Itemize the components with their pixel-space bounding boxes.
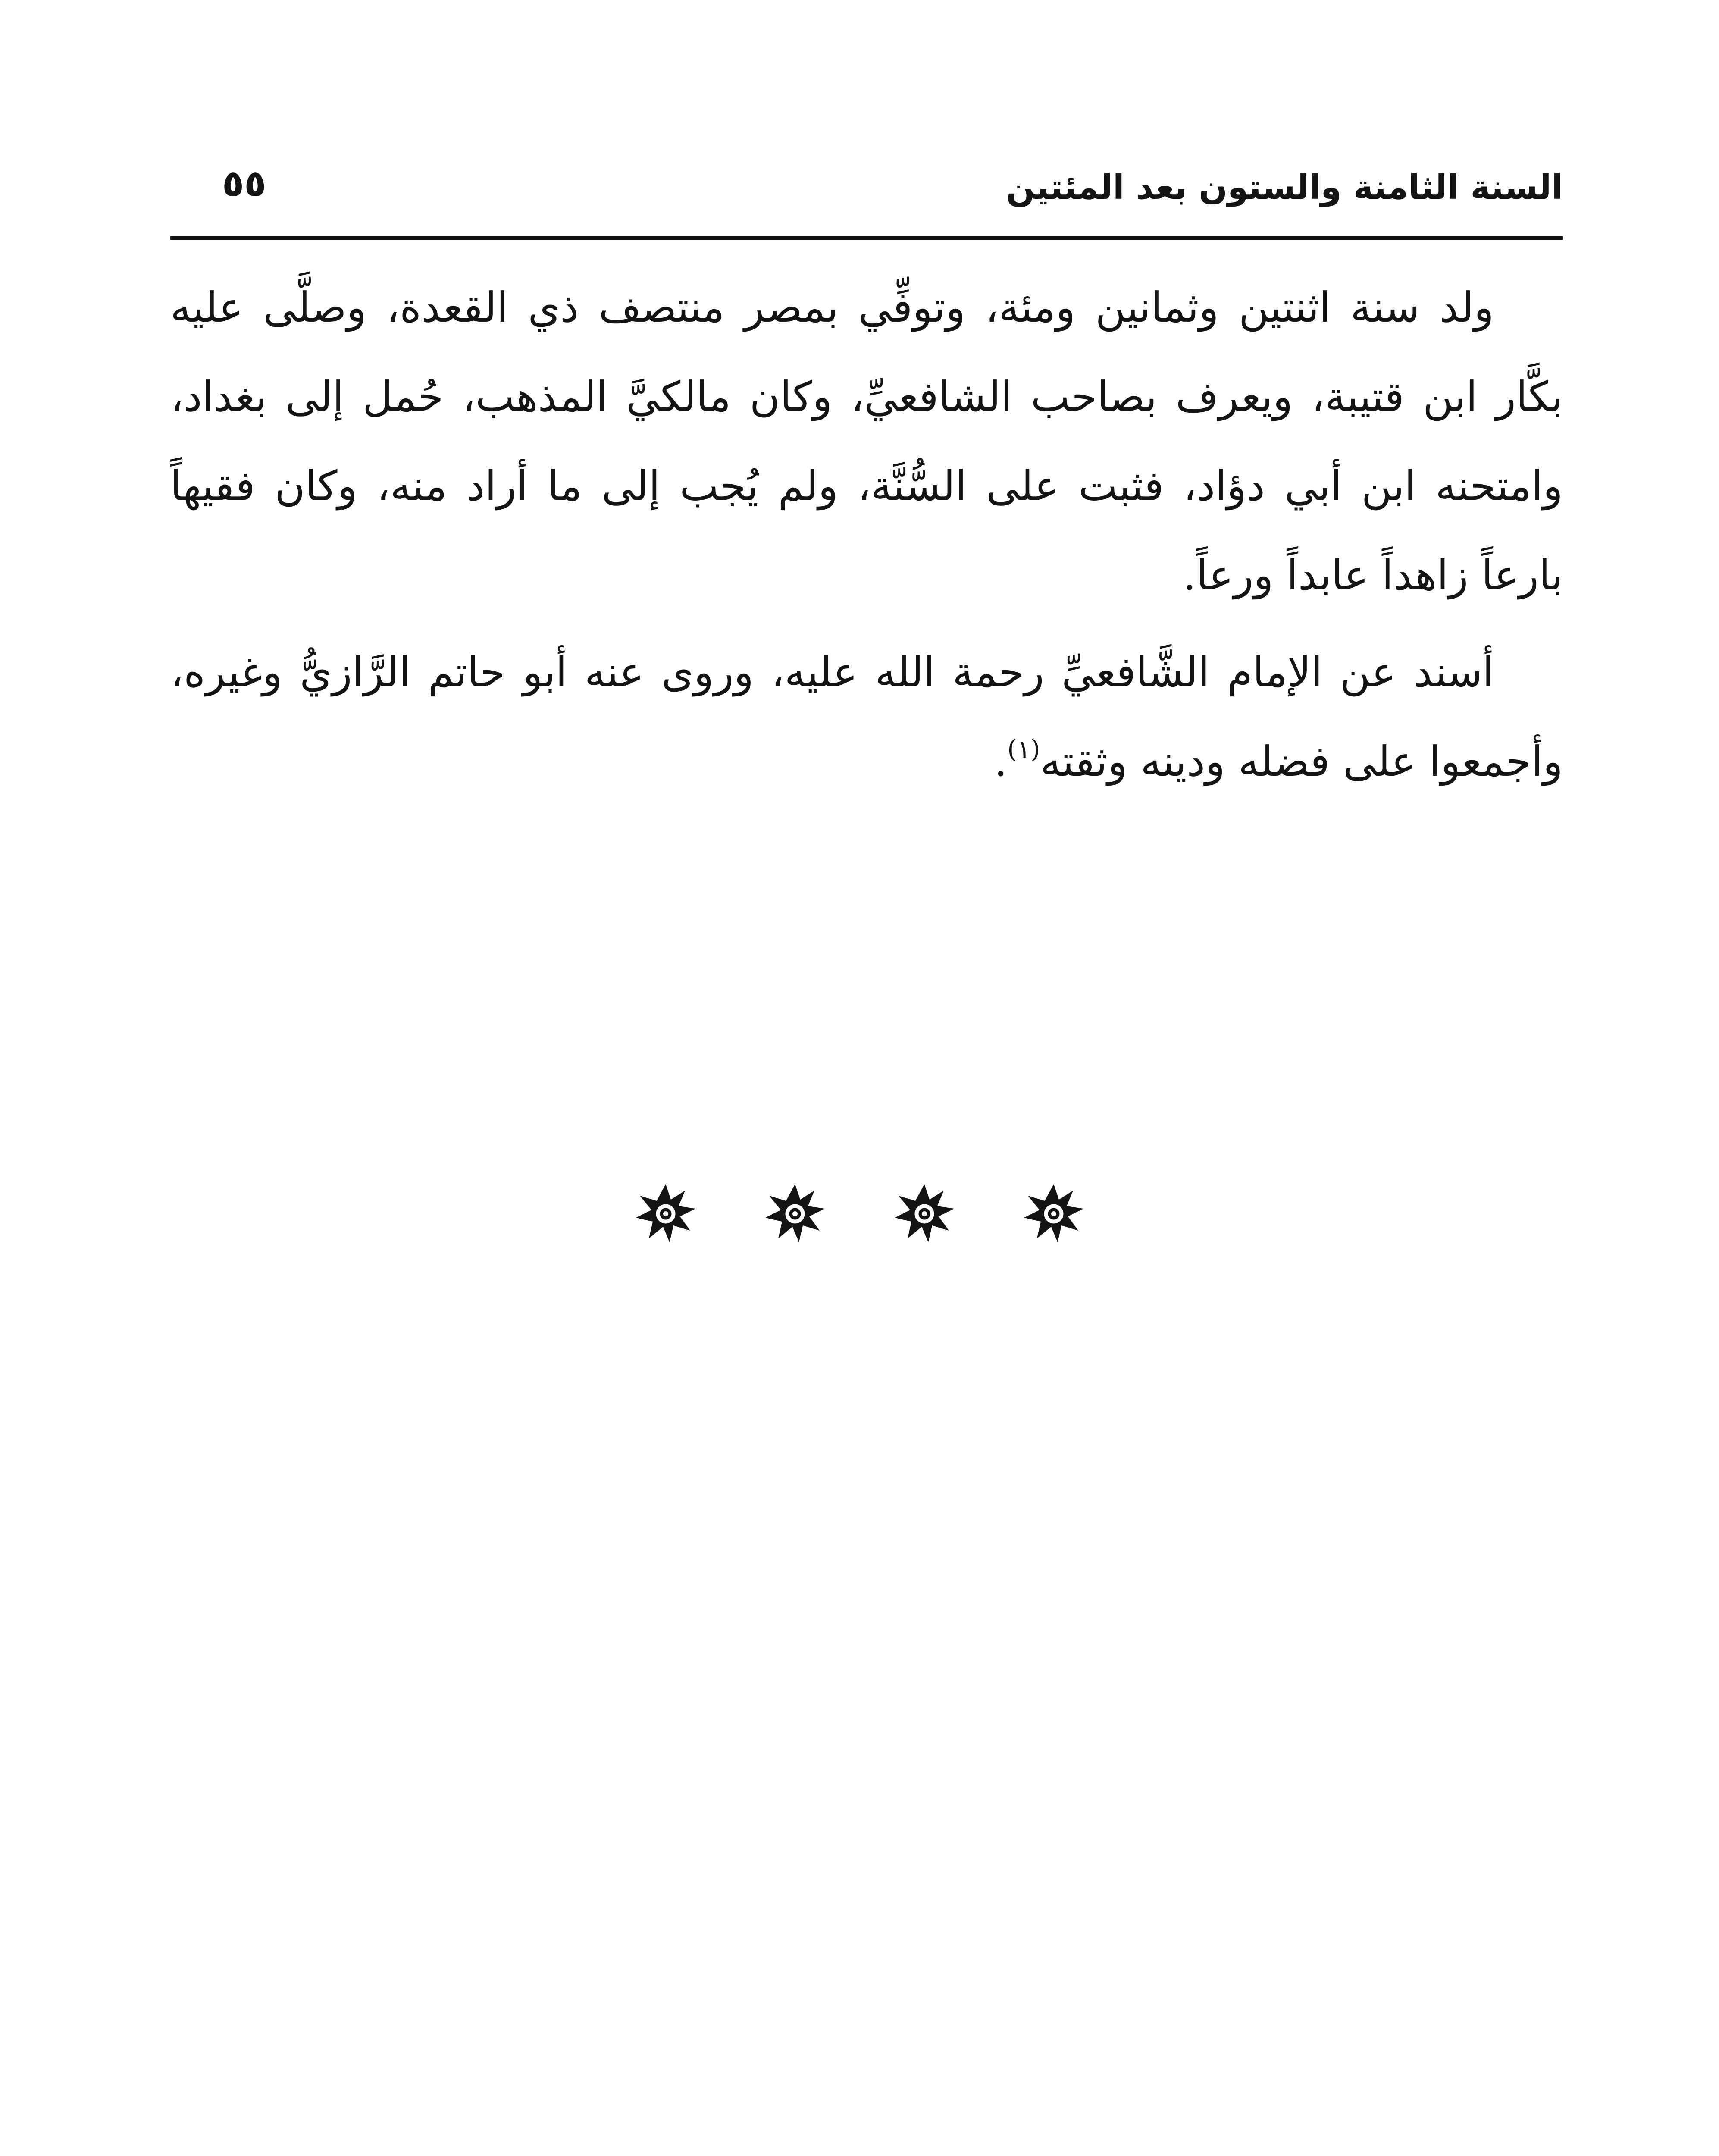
ornament-star-icon [892, 1181, 957, 1246]
header-rule [170, 236, 1563, 240]
paragraph-end-mark: . [994, 737, 1008, 786]
running-header [170, 155, 1563, 229]
paragraph-text: أسند عن الإمام الشَّافعيِّ رحمة الله عليه، وروى عنه أبو حاتم الرَّازيُّ وغيره، وأجمعوا على فضله ودينه وثقته [170, 648, 1563, 786]
running-header-title: السنة الثامنة والستون بعد المئتين [1006, 168, 1563, 207]
footnote-reference: (١) [1007, 734, 1040, 764]
ornament-star-icon [633, 1181, 698, 1246]
paragraph [170, 263, 1563, 620]
page-number: ٥٥ [222, 162, 266, 204]
paragraph-text: ولد سنة اثنتين وثمانين ومئة، وتوفِّي بمصر منتصف ذي القعدة، وصلَّى عليه بكَّار ابن قتيبة، ويعرف بصاحب الشافعيِّ، وكان مالكيَّ المذهب، حُمل إلى بغداد، وامتحنه ابن أبي دؤاد، فثبت على السُّنَّة، ولم يُجب إلى ما أراد منه، وكان فقيهاً بارعاً زاهداً عابداً ورعاً. [170, 283, 1563, 599]
paragraph [170, 628, 1563, 806]
ornament-separator [0, 1181, 1719, 1268]
main-text [170, 263, 1563, 814]
ornament-star-icon [763, 1181, 827, 1246]
ornament-star-icon [1021, 1181, 1086, 1246]
